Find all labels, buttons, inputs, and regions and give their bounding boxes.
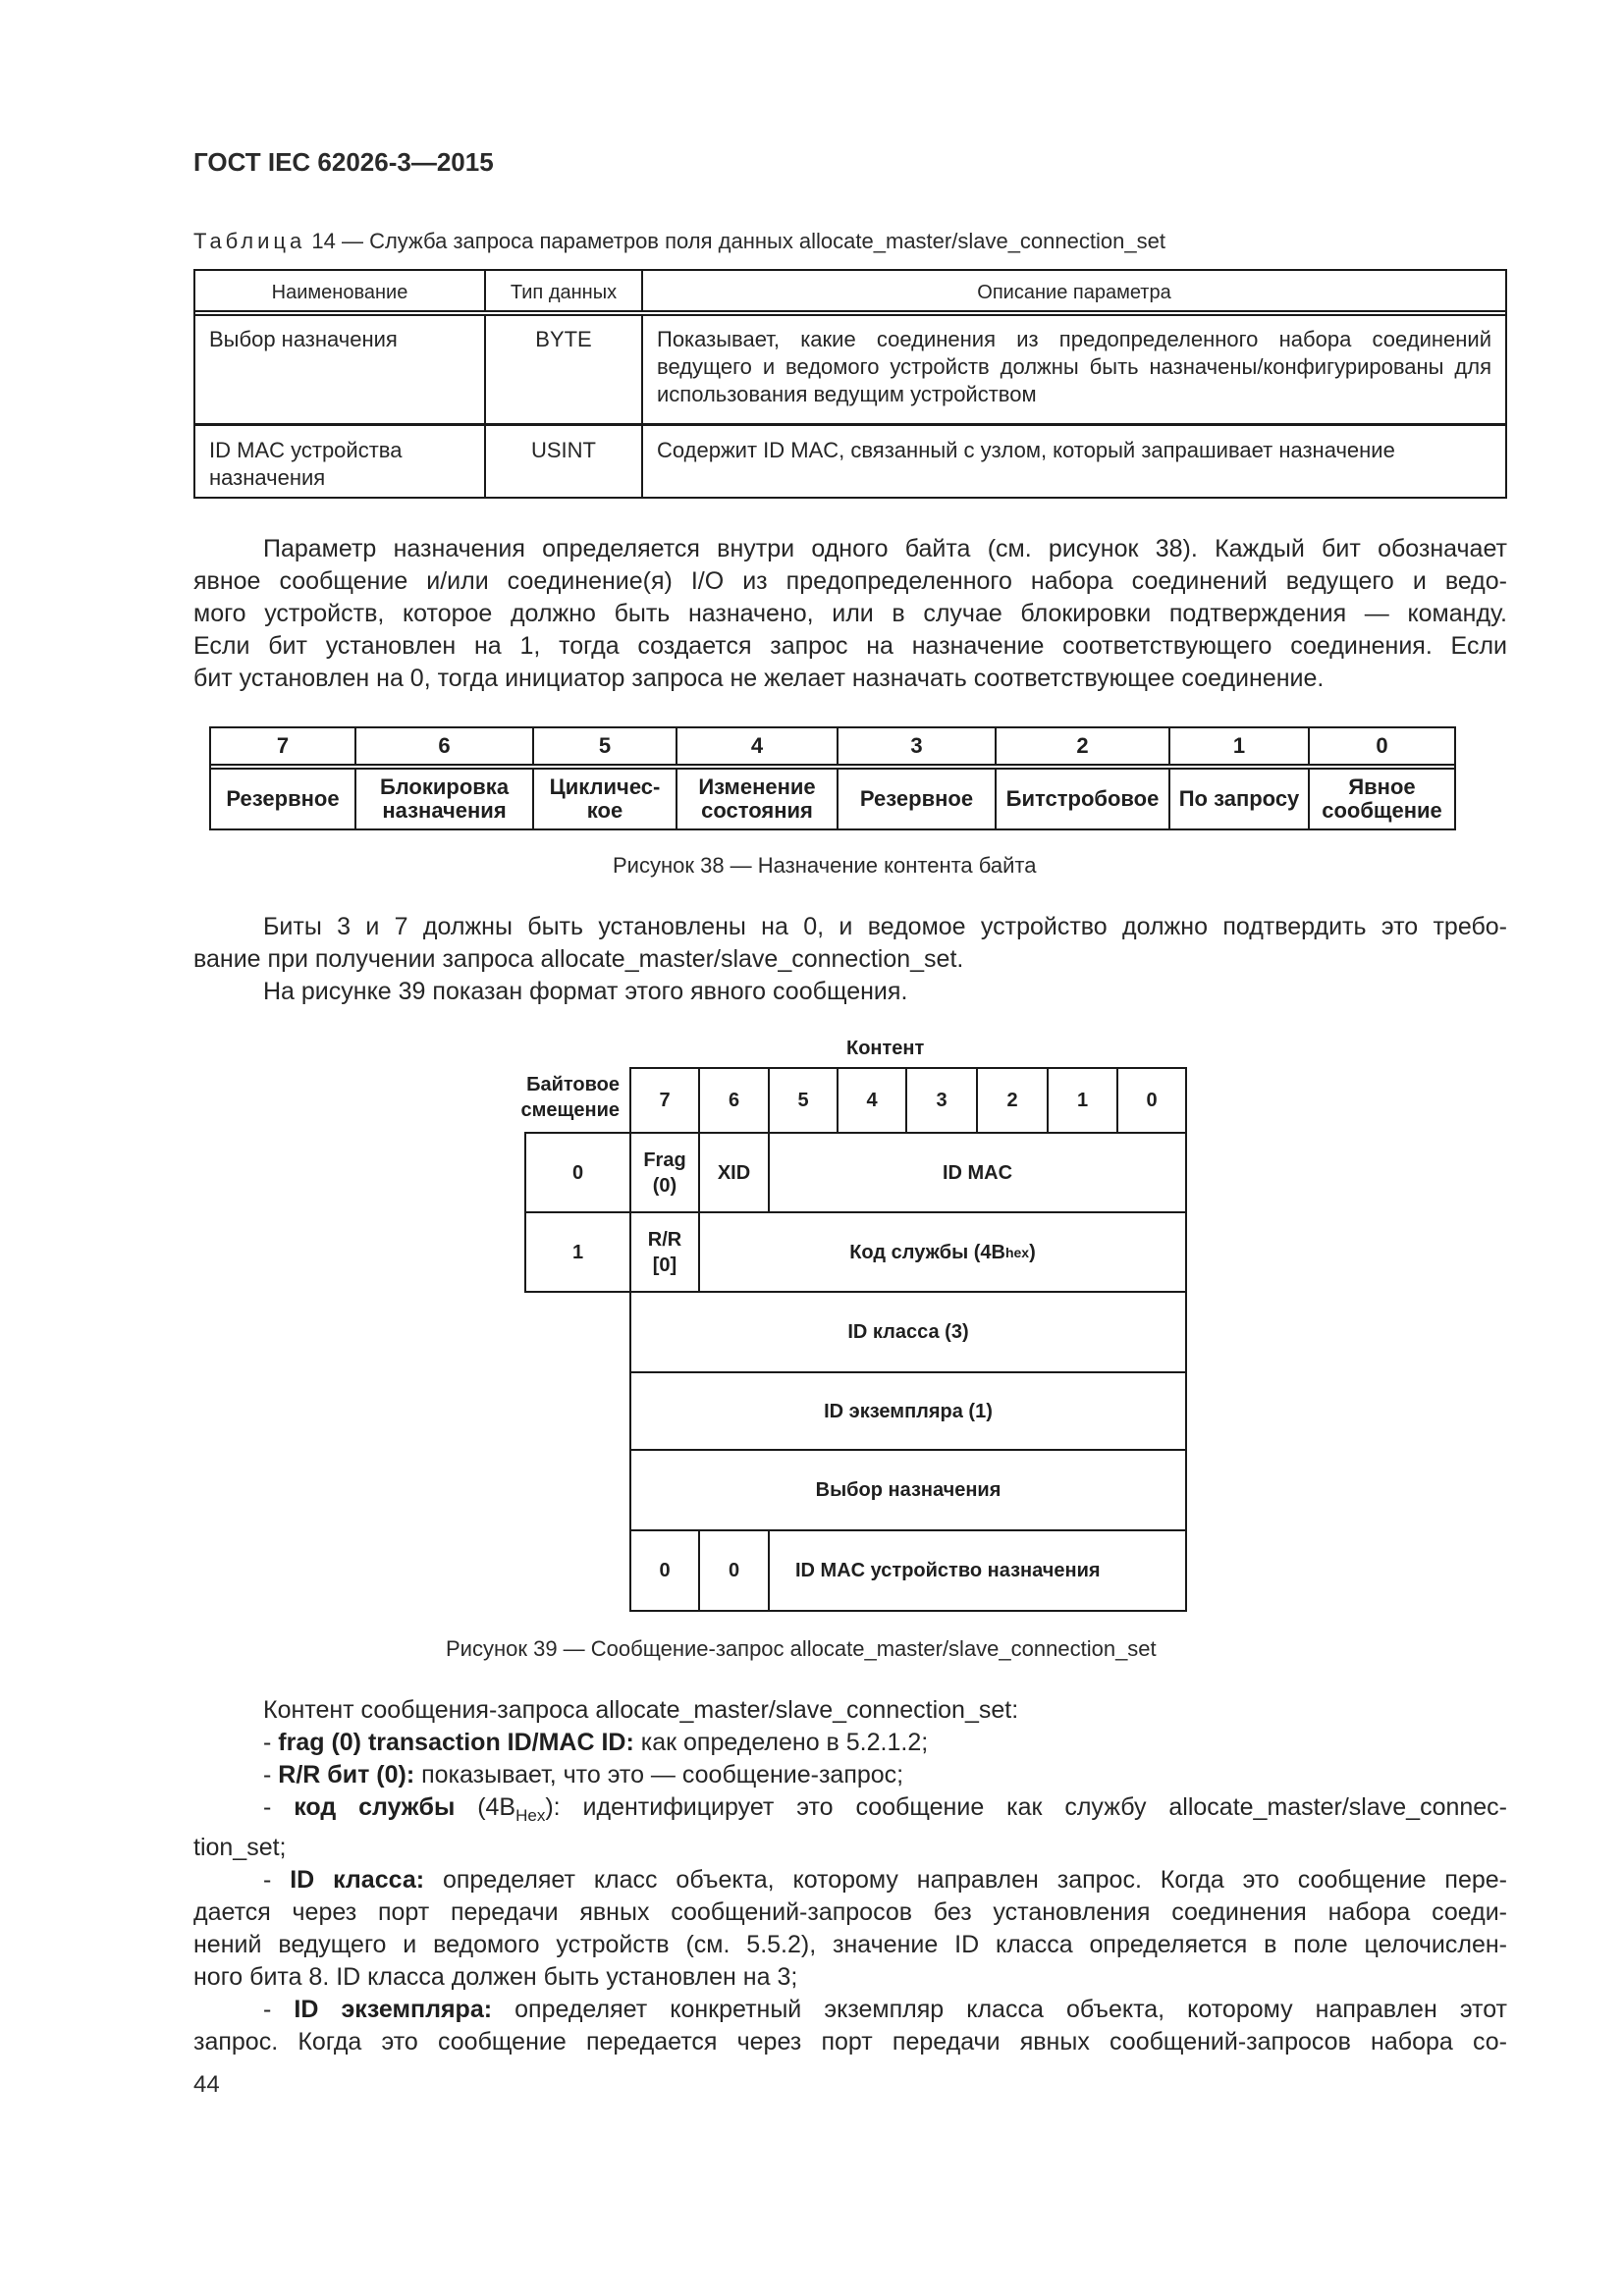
figure-38-caption: Рисунок 38 — Назначение контента байта [613, 853, 1037, 878]
column-header-type: Тип данных [486, 271, 643, 310]
paragraph-line: бит установлен на 0, тогда инициатор запроса не желает назначать соответствующее соединение. [193, 665, 1325, 692]
zero-bit-7: 0 [629, 1529, 700, 1612]
paragraph-destination-parameter [193, 533, 1507, 695]
list-item-continuation: tion_set; [193, 1834, 287, 1861]
class-id-field: ID класса (3) [629, 1291, 1187, 1373]
frag-field: Frag (0) [629, 1132, 700, 1213]
zero-bit-6: 0 [698, 1529, 770, 1612]
bit-number: 1 [1170, 728, 1310, 764]
bit-meaning-bit-strobe: Битстробовое [997, 770, 1170, 828]
instance-id-field: ID экземпляра (1) [629, 1371, 1187, 1451]
list-item: - frag (0) transaction ID/MAC ID: как определено в 5.2.1.2; [263, 1729, 929, 1756]
table-caption [193, 229, 1165, 254]
bit-number: 5 [534, 728, 677, 764]
list-item-continuation: нений ведущего и ведомого устройств (см. 5.5.2), значение ID класса определяется в поле целочислен- [193, 1931, 1507, 1958]
bit-7-header: 7 [629, 1067, 700, 1134]
bit-meaning-cyclic: Цикличес- кое [534, 770, 677, 828]
bit-2-header: 2 [976, 1067, 1049, 1134]
page-number: 44 [193, 2071, 220, 2098]
list-item: - ID класса: определяет класс объекта, которому направлен запрос. Когда это сообщение пере- [263, 1866, 1508, 1894]
bit-0-header: 0 [1116, 1067, 1187, 1134]
bit-number: 6 [356, 728, 534, 764]
paragraph-line: вание при получении запроса allocate_master/slave_connection_set. [193, 945, 964, 973]
table-row [195, 426, 1505, 497]
figure-39-caption: Рисунок 39 — Сообщение-запрос allocate_master/slave_connection_set [446, 1636, 1157, 1661]
list-item: - R/R бит (0): показывает, что это — сообщение-запрос; [263, 1761, 904, 1789]
paragraph-line: Биты 3 и 7 должны быть установлены на 0, и ведомое устройство должно подтвердить это требо- [263, 913, 1507, 940]
cell-name: ID MAC устройства назначения [195, 426, 486, 497]
bit-number: 0 [1376, 733, 1388, 758]
content-list-intro: Контент сообщения-запроса allocate_master/slave_connection_set: [263, 1696, 1019, 1724]
cell-type: BYTE [486, 316, 643, 423]
cell-description: Показывает, какие соединения из предопределенного набора соединений ведущего и ведомого устройств должны быть назначены/конфигурированы для использования ведущим устройством [657, 327, 1491, 406]
byte-offset-label: Байтовое смещение [520, 1074, 620, 1121]
bit-meaning-reserved: Резервное [839, 770, 997, 828]
paragraph-line: Если бит установлен на 1, тогда создается запрос на назначение соответствующего соединения. Если [193, 632, 1507, 660]
bit-number: 3 [839, 728, 997, 764]
bit-meaning-polled: По запросу [1170, 770, 1310, 828]
bit-4-header: 4 [837, 1067, 907, 1134]
figure-38-byte-table [209, 726, 1456, 830]
paragraph-line: Параметр назначения определяется внутри одного байта (см. рисунок 38). Каждый бит обозначает [263, 535, 1507, 562]
list-item-continuation: запрос. Когда это сообщение передается через порт передачи явных сообщений-запросов набора со- [193, 2028, 1507, 2056]
byte-offset-0: 0 [524, 1132, 631, 1213]
table-caption-text: 14 — Служба запроса параметров поля данных allocate_master/slave_connection_set [305, 229, 1165, 253]
rr-field: R/R [0] [629, 1211, 700, 1293]
bit-meaning-allocation-lock: Блокировка назначения [356, 770, 534, 828]
bit-number: 7 [211, 728, 356, 764]
list-item: - ID экземпляра: определяет конкретный экземпляр класса объекта, которому направлен этот [263, 1996, 1508, 2023]
paragraph-line: явное сообщение и/или соединение(я) I/O из предопределенного набора соединений ведущего и ведо- [193, 567, 1507, 595]
cell-description: Содержит ID MAC, связанный с узлом, который запрашивает назначение [657, 438, 1395, 462]
column-header-name: Наименование [195, 271, 486, 310]
cell-name: Выбор назначения [195, 316, 486, 423]
bit-meaning-row [211, 770, 1454, 828]
bit-meaning-explicit-message: Явное сообщение [1322, 774, 1442, 823]
paragraph-line: мого устройств, которое должно быть назначено, или в случае блокировки подтверждения — команду. [193, 600, 1507, 627]
table-caption-prefix: Таблица [193, 229, 306, 253]
mac-id-field: ID MAC [768, 1132, 1187, 1213]
list-item-continuation: ного бита 8. ID класса должен быть установлен на 3; [193, 1963, 798, 1991]
paragraph-bits-3-7 [193, 911, 1507, 1008]
bit-6-header: 6 [698, 1067, 770, 1134]
table-row [195, 316, 1505, 426]
cell-type: USINT [486, 426, 643, 497]
column-header-description: Описание параметра [977, 282, 1171, 303]
xid-field: XID [698, 1132, 770, 1213]
bit-number-row [211, 728, 1454, 770]
parameter-table [193, 269, 1507, 499]
allocator-mac-id-field: ID MAC устройство назначения [768, 1529, 1187, 1612]
bit-meaning-change-of-state: Изменение состояния [677, 770, 839, 828]
paragraph-line: На рисунке 39 показан формат этого явного сообщения. [263, 978, 908, 1005]
bit-3-header: 3 [905, 1067, 978, 1134]
byte-offset-1: 1 [524, 1211, 631, 1293]
list-item-continuation: дается через порт передачи явных сообщений-запросов без установления соединения набора соеди- [193, 1898, 1507, 1926]
list-item: - код службы $(4B_{Hex})$: идентифицирует это сообщение как службу allocate_master/slave_connec- [263, 1793, 1508, 1825]
bit-number: 4 [677, 728, 839, 764]
service-code-field: Код службы (4B hex ) [698, 1211, 1187, 1293]
bit-5-header: 5 [768, 1067, 839, 1134]
bit-1-header: 1 [1047, 1067, 1118, 1134]
table-header-row [195, 271, 1505, 316]
content-list [193, 1694, 1507, 2058]
allocation-choice-field: Выбор назначения [629, 1449, 1187, 1531]
bit-number: 2 [997, 728, 1170, 764]
content-label: Контент [846, 1038, 925, 1059]
document-title: ГОСТ IEC 62026-3—2015 [193, 147, 494, 177]
bit-meaning-reserved: Резервное [211, 770, 356, 828]
